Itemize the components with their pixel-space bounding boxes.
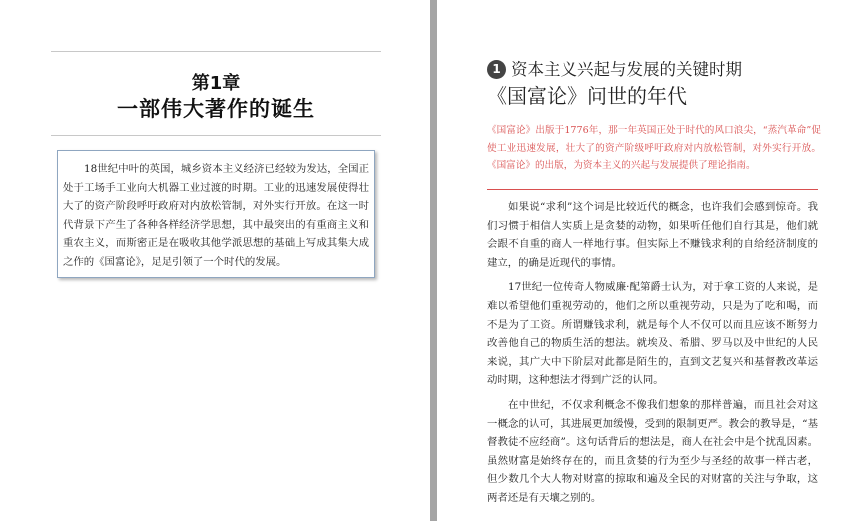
body-text [487,198,818,514]
book-spine [430,0,437,521]
chapter-top-rule [51,51,381,52]
section-title: 资本主义兴起与发展的关键时期 [511,60,742,79]
body-paragraph: 17世纪一位传奇人物威廉·配第爵士认为，对于拿工资的人来说，是难以希望他们重视劳动的，他们之所以重视劳动，只是为了吃和喝，而不是为了工资。所谓赚钱求利，就是每个人不仅可以而且应该不断努力改善他自己的物质生活的想法。就埃及、希腊、罗马以及中世纪的人民来说，其广大中下阶层对此都是陌生的，直到文艺复兴和基督教改革运动时期，这种想法才得到广泛的认同。 [487,281,818,387]
chapter-bottom-rule [51,135,381,136]
chapter-intro-text: 18世纪中叶的英国，城乡资本主义经济已经较为发达，全国正处于工场手工业向大机器工业过渡的时期。工业的迅速发展使得壮大了的资产阶段呼吁政府对内放松管制，对外实行开放。在这一时代背景下产生了各种各样经济学思想，其中最突出的有重商主义和重农主义，而斯密正是在吸收其他学派思想的基础上写成其集大成之作的《国富论》，足足引领了一个时代的发展。 [63,163,369,268]
chapter-label: 第1章 [191,73,241,94]
section-number-badge: 1 [487,60,506,79]
section-subtitle: 《国富论》问世的年代 [487,84,687,108]
summary-rule [487,189,818,190]
summary-highlight: 《国富论》出版于1776年，那一年英国正处于时代的风口浪尖，“蒸汽革命”促使工业迅速发展，壮大了的资产阶级呼吁政府对内放松管制，对外实行开放。《国富论》的出版，为资本主义的兴起与发展提供了理论指南。 [487,125,821,171]
body-paragraph: 在中世纪，不仅求利概念不像我们想象的那样普遍，而且社会对这一概念的认可，其进展更加缓慢，受到的限制更严。教会的教导是，“基督教徒不应经商”。这句话背后的想法是，商人在社会中是个扰乱因素。虽然财富是始终存在的，而且贪婪的行为至少与圣经的故事一样古老，但少数几个大人物对财富的掠取和遍及全民的对财富的关注与争取，这两者还是有天壤之别的。 [487,398,818,504]
left-page [0,0,430,521]
body-paragraph: 如果说“求利”这个词是比较近代的概念，也许我们会感到惊奇。我们习惯于相信人实质上是贪婪的动物，如果听任他们自行其是，他们就会跟不自重的商人一样地行事。但实际上不赚钱求利的自给经济制度的建立，的确是近现代的事情。 [487,201,818,269]
section-header [487,56,742,80]
chapter-title: 一部伟大著作的诞生 [117,97,315,121]
chapter-intro-box [57,150,375,278]
